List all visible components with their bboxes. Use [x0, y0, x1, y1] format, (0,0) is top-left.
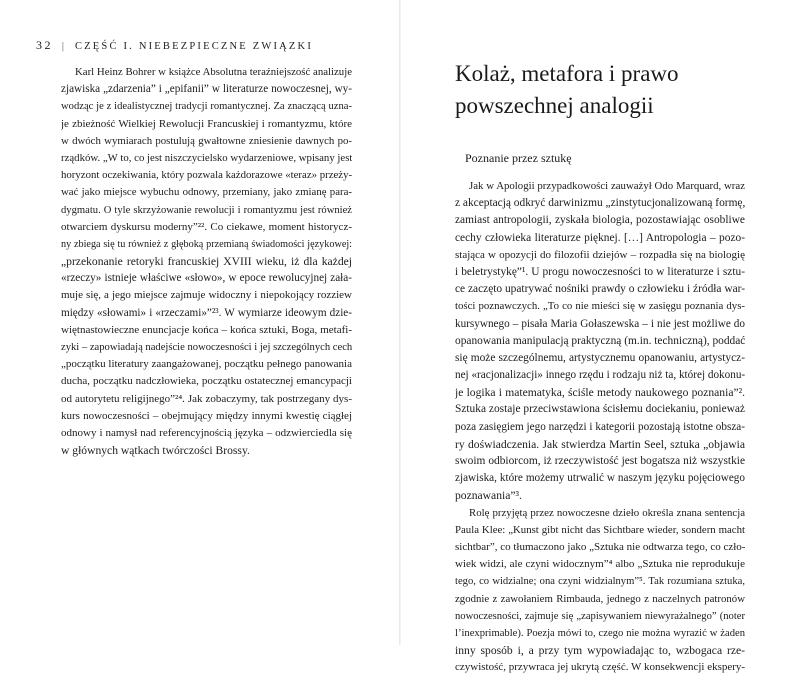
text-line: zjawiska „zdarzenia” i „epifanii” w literaturze nowoczesnej, wy-	[61, 83, 352, 96]
section-title: Poznanie przez sztukę	[465, 151, 572, 165]
text-line: swoim odbiorcom, iż rzeczywistość jest bogatsza niż wszystkie	[455, 455, 745, 467]
page-number: 32	[36, 38, 53, 52]
right-body-text	[455, 178, 745, 676]
text-line: wać jako miejsce wybuchu odnowy, przemiany, jako zmianę para-	[61, 186, 352, 199]
text-line: horyzont oczekiwania, który pozwala każdorazowe «teraz» przeży-	[61, 169, 352, 182]
text-line: więtnastowieczne enuncjacje końca – końca sztuki, Boga, metafi-	[61, 323, 352, 336]
text-line: z akceptacją odkryć darwinizmu „zinstytucjonalizowaną formę,	[455, 197, 745, 210]
left-body-text	[61, 64, 352, 459]
text-line: l’inexprimable). Poezja mówi to, czego nie można wyrazić w żaden	[455, 627, 745, 639]
text-line: się może szczególnemu, artystycznemu opanowaniu, artystycz-	[455, 351, 745, 364]
text-line: w dwóch wymiarach postulują gwałtowne zniesienie dawnych po-	[61, 134, 352, 147]
text-line: zyki – zapowiadają nadejście nowoczesności i jej szczególnych cech	[61, 342, 352, 353]
text-line: Jak w Apologii przypadkowości zauważył Odo Marquard, wraz	[469, 180, 745, 192]
text-line: wiek widzi, ale czyni widocznym”⁴ albo „Sztuka nie reprodukuje	[455, 558, 745, 571]
text-line: rządków. „W to, co jest niszczycielsko wydarzeniowe, wpisany jest	[61, 151, 352, 164]
text-line: ce zaczęto upatrywać nośniki prawdy o człowieku i źródła war-	[455, 283, 745, 296]
text-line: „przekonanie retoryki francuskiej XVIII wieku, iż dla każdej	[61, 255, 352, 269]
text-line: sichtbar”, co tłumaczono jako „Sztuka nie odtwarza tego, co czło-	[455, 540, 745, 553]
text-line: Paula Klee: „Kunst gibt nicht das Sichtbare wieder, sondern macht	[455, 523, 745, 536]
book-gutter	[399, 0, 401, 645]
text-line: nej «racjonalizacji» innego rzędu i rodzaju niż ta, której dokonu-	[455, 369, 745, 382]
text-line: ny zbiega się tu również z głęboką przemianą świadomości językowej:	[61, 238, 352, 250]
text-line: zamiast antropologii, zyskała biologia, pozostawiając osobliwe	[455, 214, 745, 227]
text-line: Rolę przyjętą przez nowoczesne dzieło określa znana sentencja	[469, 506, 745, 519]
text-line: zgodnie z zawołaniem Rimbauda, jednego z naczelnych patronów	[455, 592, 745, 605]
text-line: i beletrystykę”¹. U progu nowoczesności to w literaturze i sztu-	[455, 265, 745, 278]
text-line: między «słowami» i «rzeczami»”²³. W wymiarze ideowym dzie-	[61, 306, 352, 319]
text-line: kursywnego – pisała Maria Gołaszewska – i nie jest możliwe do	[455, 317, 745, 330]
running-head-title: CZĘŚĆ I. NIEBEZPIECZNE ZWIĄZKI	[74, 41, 314, 52]
text-line: od autorytetu religijnego”²⁴. Jak zobaczymy, tak postrzegany dys-	[61, 392, 352, 405]
chapter-title-line: Kolaż, metafora i prawo	[455, 61, 679, 86]
text-line: opanowania manipulacją praktyczną (m.in. techniczną), poddać	[455, 334, 745, 347]
left-page	[36, 38, 352, 458]
text-line: stająca w opozycji do filozofii dziejów – rozpadła się na biologię	[455, 248, 745, 261]
text-line: otwarciem dyskursu moderny”²². Co ciekawe, moment historycz-	[61, 220, 352, 233]
chapter-title-line: powszechnej analogii	[455, 93, 654, 118]
text-line: ducha, początku nadczłowieka, początku ostatecznej emancypacji	[61, 375, 352, 388]
text-line: kurs nowoczesności – obejmujący między innymi kwestię ciągłej	[61, 409, 352, 422]
text-line: muje się, a jego miejsce zajmuje widoczny i niepokojący rozziew	[61, 289, 352, 302]
chapter-title	[455, 58, 745, 122]
text-line: nowoczesności, zajmuje się „zapisywaniem niewyrażalnego” (noter	[455, 610, 745, 622]
text-line: „początku literatury zaangażowanej, początku pełnego panowania	[61, 358, 352, 371]
right-page	[455, 58, 745, 674]
text-line: tości poznawczych. „To co nie mieści się w zasięgu poznania dys-	[455, 300, 745, 313]
text-line: poznawania”³.	[455, 489, 522, 503]
text-line: wodząc je z idealistycznej tradycji romantycznej. Za znaczącą uzna-	[61, 101, 352, 113]
running-head-separator: |	[61, 41, 67, 52]
text-line: poza zasięgiem jego narzędzi i kategorii pozostają istotne obsza-	[455, 420, 745, 433]
text-line: dygmatu. O tyle skrzyżowanie rewolucji i romantyzmu jest również	[61, 204, 352, 216]
text-line: odnowy i namysł nad referencyjnością języka – odzwierciedla się	[61, 426, 352, 439]
text-line: je logika i matematyka, ściśle metody naukowego poznania”².	[455, 386, 745, 400]
text-line: ry doświadczenia. Jak stwierdza Martin Seel, sztuka „objawia	[455, 437, 745, 451]
running-head	[36, 38, 352, 54]
text-line: czywistość, przywraca jej ukrytą część. W konsekwencji ekspery-	[455, 661, 745, 674]
text-line: w głównych wątkach twórczości Brossy.	[61, 444, 250, 458]
text-line: je zbieżność Wielkiej Rewolucji Francuskiej i romantyzmu, które	[61, 117, 352, 130]
text-line: «rzeczy» istnieje właściwe «słowo», w epoce rewolucyjnej zała-	[61, 272, 352, 285]
text-line: Sztuka zostaje przeciwstawiona ścisłemu dociekaniu, ponieważ	[455, 403, 745, 416]
text-line: inny sposób i, a przy tym wypowiadając to, wzbogaca rze-	[455, 644, 745, 658]
text-line: tego, co widzialne; ona czyni widzialnym”⁵. Tak rozumiana sztuka,	[455, 576, 745, 588]
text-line: Karl Heinz Bohrer w książce Absolutna teraźniejszość analizuje	[75, 66, 352, 78]
text-line: cechy człowieka literaturze pięknej. […] Antropologia – pozo-	[455, 231, 745, 244]
text-line: zjawiska, które możemy utrwalić w naszym języku pojęciowego	[455, 472, 745, 485]
